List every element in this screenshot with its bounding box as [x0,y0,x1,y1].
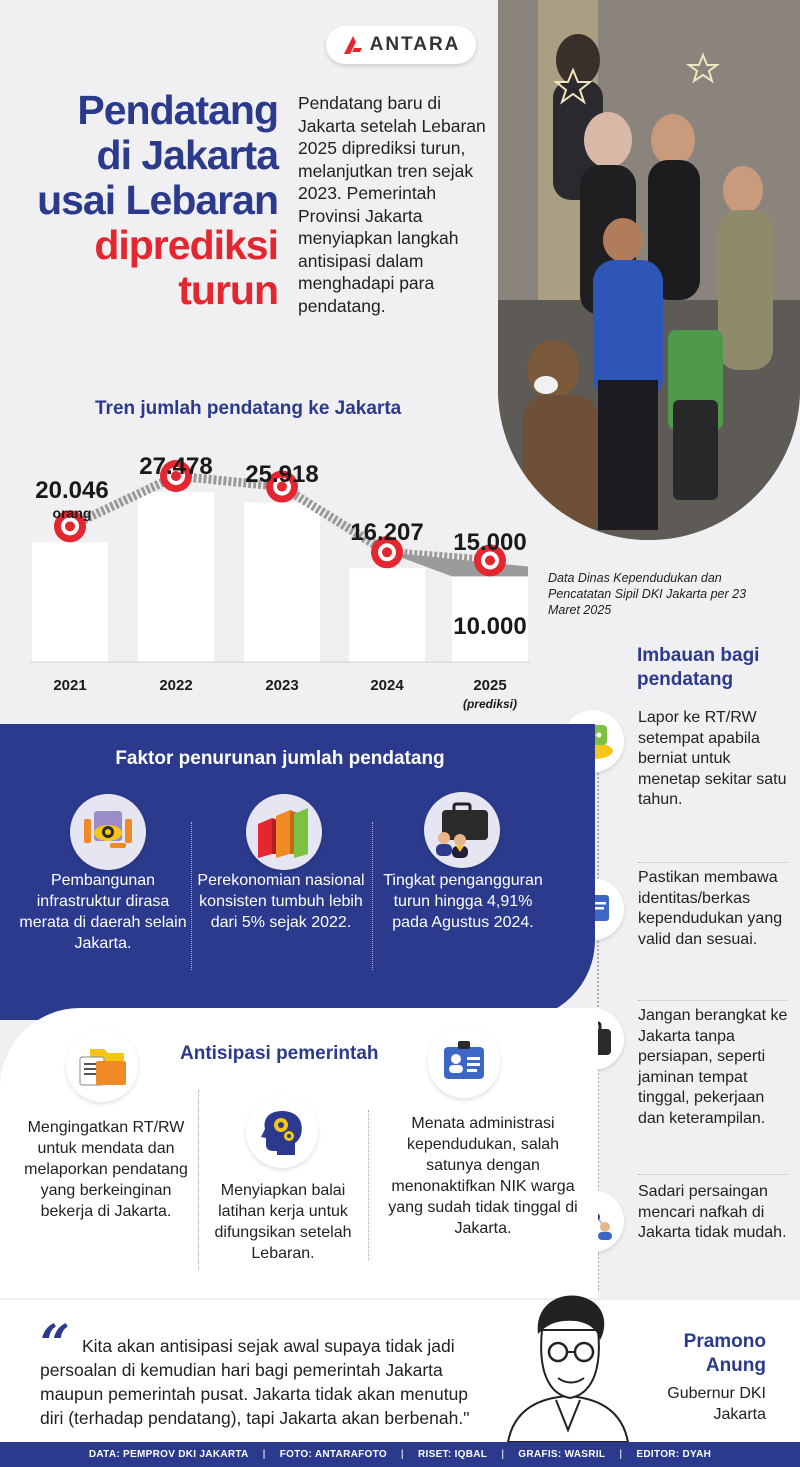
data-point [485,555,495,565]
faktor-title: Faktor penurunan jumlah pendatang [115,748,445,769]
antisipasi-icon-2 [246,1096,318,1168]
bar-growth-icon [254,804,314,860]
credit-grafis: GRAFIS: WASRIL [518,1449,606,1460]
credit-foto: FOTO: ANTARAFOTO [279,1449,387,1460]
title-line-3: usai Lebaran [37,177,278,223]
imbauan-title: Imbauan bagi pendatang [637,645,760,690]
data-label: 25.918 [245,461,319,488]
governor-portrait [498,1290,638,1442]
credit-editor: EDITOR: DYAH [636,1449,712,1460]
trend-chart [0,430,560,720]
chart-bar [32,542,108,662]
quote-author-name: Pramono Anung [683,1331,766,1376]
quote-mark-icon: “ [40,1314,70,1375]
unit-label: orang [52,505,92,521]
title-line-2: di Jakarta [96,132,278,178]
data-label: 16.207 [350,519,424,546]
prediction-low-label: 10.000 [453,613,527,640]
category-label: 2023 [265,677,299,694]
data-label: 20.046 [35,477,109,504]
folder-icon [76,1043,128,1089]
chart-bar [349,568,425,662]
credit-data: DATA: PEMPROV DKI JAKARTA [88,1449,249,1460]
credits-footer: DATA: PEMPROV DKI JAKARTA | FOTO: ANTARAFOTO | RISET: IQBAL | GRAFIS: WASRIL | EDITOR: DYAH [0,1442,800,1467]
data-label: 15.000 [453,529,527,556]
chart-title: Tren jumlah pendatang ke Jakarta [95,398,402,419]
antisipasi-icon-3 [428,1026,500,1098]
imbauan-item-3: Jangan berangkat ke Jakarta tanpa persiapan, seperti jaminan tempat tinggal, pekerjaan dan keterampilan. [638,1007,788,1127]
data-point [65,521,75,531]
data-point [382,547,392,557]
imbauan-separator [638,862,788,863]
intro-paragraph: Pendatang baru di Jakarta setelah Lebaran 2025 diprediksi turun, melanjutkan tren sejak 2023. Pemerintah Provinsi Jakarta menyiapkan langkah antisipasi dalam menghadapi para pendatang. [298,93,486,316]
antisipasi-item-2: Menyiapkan balai latihan kerja untuk difungsikan setelah Lebaran. [214,1182,352,1262]
id-card-icon [438,1039,490,1085]
faktor-icon-3 [424,792,500,868]
data-label: 27.478 [139,453,213,480]
category-label: 2025 [473,677,507,694]
title-line-5: turun [178,267,278,313]
antisipasi-icon-1 [66,1030,138,1102]
quote-author-role: Gubernur DKI Jakarta [667,1385,766,1423]
quote-text: Kita akan antisipasi sejak awal supaya tidak jadi persoalan di kemudian hari bagi pemerintah Jakarta maupun pemerintah pusat. Jakarta tidak akan menutup diri (terhadap pendatang), tapi Jakarta akan berbenah." [40,1336,470,1428]
faktor-icon-1 [70,794,146,870]
antisipasi-divider [368,1110,369,1260]
antisipasi-divider [198,1090,199,1270]
category-label: 2021 [53,677,87,694]
imbauan-separator [638,1174,788,1175]
imbauan-item-1: Lapor ke RT/RW setempat apabila berniat untuk menetap sekitar satu tahun. [638,709,787,808]
briefcase-people-icon [432,802,492,858]
faktor-item-2: Perekonomian nasional konsisten tumbuh lebih dari 5% sejak 2022. [197,872,365,931]
antisipasi-title: Antisipasi pemerintah [180,1043,379,1064]
antisipasi-item-3: Menata administrasi kependudukan, salah satunya dengan menonaktifkan NIK warga yang sudah tidak tinggal di Jakarta. [388,1115,578,1237]
imbauan-item-4: Sadari persaingan mencari nafkah di Jakarta tidak mudah. [638,1183,787,1241]
title-line-4: diprediksi [94,222,278,268]
faktor-divider [191,822,192,970]
credit-riset: RISET: IQBAL [418,1449,488,1460]
brain-gear-icon [257,1107,307,1157]
chart-source-note: Data Dinas Kependudukan dan Pencatatan Sipil DKI Jakarta per 23 Maret 2025 [548,571,747,617]
antara-logo-text: ANTARA [369,34,461,55]
chart-bar [244,503,320,662]
governor-portrait-illustration [498,1290,638,1442]
imbauan-item-2: Pastikan membawa identitas/berkas kependudukan yang valid dan sesuai. [638,869,783,948]
antisipasi-item-1: Mengingatkan RT/RW untuk mendata dan melaporkan pendatang yang berkeinginan bekerja di Jakarta. [24,1119,188,1220]
page-title [20,88,278,313]
infrastructure-icon [80,807,136,857]
faktor-icon-2 [246,794,322,870]
imbauan-separator [638,1000,788,1001]
faktor-item-1: Pembangunan infrastruktur dirasa merata di daerah selain Jakarta. [19,872,187,952]
category-label: 2022 [159,677,193,694]
faktor-item-3: Tingkat pengangguran turun hingga 4,91% pada Agustus 2024. [383,872,543,931]
chart-bar [138,492,214,662]
antara-logo-mark-icon [342,34,364,56]
faktor-divider [372,822,373,970]
category-label: 2024 [370,677,404,694]
category-note: (prediksi) [462,697,518,711]
title-line-1: Pendatang [77,87,278,133]
antara-logo [326,26,476,64]
